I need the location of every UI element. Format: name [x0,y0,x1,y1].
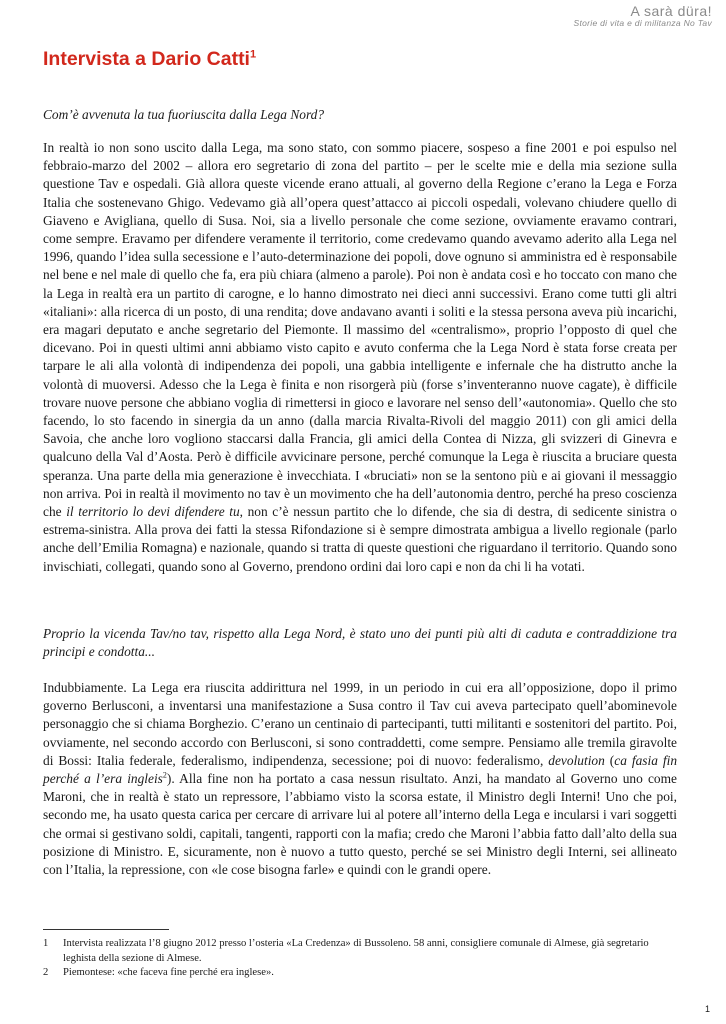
page-title [43,48,256,71]
footnote-text: Intervista realizzata l’8 giugno 2012 presso l’osteria «La Credenza» di Bussoleno. 58 anni, consigliere comunale di Almese, già segretario leghista della sezione di Almese. [63,938,649,964]
answer-1-text-a: In realtà io non sono uscito dalla Lega, ma sono stato, con sommo piacere, sospeso a fine 2001 e poi espulso nel febbraio-marzo del 2002 – allora ero segretario di zona del partito – per le scelte mie e della mia sezione sulla questione Tav e ospedali. Già allora queste vicende erano attuali, al governo della Regione c’erano la Lega e Forza Italia che sostenevano Ghigo. Vedevamo già all’opera quest’attacco ai piccoli ospedali, volevano chiudere quello di Giaveno e Avigliana, quello di Susa. Noi, sia a livello personale che come sezione, ovviamente eravamo contrari, come sempre. Eravamo per difendere veramente il territorio, come credevamo quando avevamo aderito alla Lega nel 1996, quando l’idea sulla secessione e l’auto-determinazione dei popoli, dove ognuno si amministra ed è responsabile nel bene e nel male di quello che fa, era più chiara (almeno a parole). Poi non è andata così e ho toccato con mano che la Lega in realtà era un partito di carogne, e lo hanno dimostrato nei dieci anni successivi. Erano come tutti gli altri «italiani»: alla ricerca di un posto, di una rendita; dove andavano avanti i soliti e la stessa persona aveva più incarichi, era magari deputato e anche segretario del Piemonte. Il massimo del «centralismo», proprio l’opposto di quel che dicevano. Poi in questi ultimi anni abbiamo visto capito e avuto conferma che la Lega Nord è stata forse creata per tarpare le ali alla volontà di indipendenza dei popoli, una gabbia intelligente e infernale che ha distrutto anche la volontà di muoversi. Adesso che la Lega è finita e non risorgerà più (forse s’inventeranno nuove cagate), è difficile trovare nuove persone che abbiano voglia di rimettersi in gioco e lavorare nel senso dell’«autonomia». Quello che sto facendo, lo sto facendo in sinergia da un anno (dalla marcia Rivalta-Rivoli del maggio 2011) con gli amici della Savoia, che anche loro vogliono staccarsi dalla Francia, gli amici della Contea di Nizza, gli svizzeri di Ginevra e qualcuno della Val d’Aosta. Però è difficile avvicinare persone, perché comunque la Lega è riuscita a bruciare questa speranza. Una parte della mia generazione è invecchiata. I «bruciati» non se la sentono più e ai giovani il messaggio non arriva. Poi in realtà il movimento no tav è un movimento che ha dell’autonomia dentro, perché ha preso coscienza che [43,140,677,520]
footnote-1 [43,937,683,966]
answer-2-emphasis-dialect: ca fasia fin perché a l’era ingleis [43,752,678,787]
question-1: Com’è avvenuta la tua fuoriuscita dalla Lega Nord? [43,107,325,122]
footnote-2 [43,966,683,981]
answer-2 [43,679,677,879]
book-subtitle: Storie di vita e di militanza No Tav [573,18,712,28]
answer-1-text-b: , non c’è nessun partito che lo difende, che sia di destra, di sedicente sinistra o estrema-sinistra. Alla prova dei fatti la stessa Rifondazione si è sempre dimostrata ambigua a livello regionale (parlo anche dell’Emilia Romagna) e nazionale, quando si tratta di queste questioni che riguardano il territorio. Quando sono invischiati, collegati, quando sono al Governo, prendono ordini dai loro capi e non da chi li ha votati. [43,504,678,574]
question-2: Proprio la vicenda Tav/no tav, rispetto alla Lega Nord, è stato uno dei punti più alti di caduta e contraddizione tra principi e condotta... [43,626,677,660]
footnote-ref-2: 2 [162,770,167,780]
footnote-ref-1: 1 [249,48,257,61]
answer-2-text-c: ). Alla fine non ha portato a casa nessun risultato. Anzi, ha mandato al Governo uno come Maroni, che in realtà è stato un repressore, l’abbiamo visto la scorsa estate, il Ministro degli Interni! Uno che poi, secondo me, ha usato questa carica per cercare di arrivare lui al potere all’interno della Lega e incularsi i vari soggetti che ormai si gestivano soldi, capitali, tangenti, rapporti con la mafia; credo che Maroni l’abbia fatto dall’alto della sua posizione di Ministro. E, sicuramente, non è nuovo a tutto questo, perché se sei Ministro degli Interni, sei allineato con l’Italia, la repressione, con «le cose bisogna farle» e quindi con le grandi opere. [43,771,677,878]
book-title: A sarà düra! [630,3,712,19]
answer-1-emphasis: il territorio lo devi difendere tu [66,504,240,520]
answer-1 [43,139,677,576]
page-number: 1 [704,1004,710,1014]
footnote-separator [43,929,169,930]
answer-2-text-a: Indubbiamente. La Lega era riuscita addirittura nel 1999, in un periodo in cui era all’opposizione, dopo il primo governo Berlusconi, a inventarsi una manifestazione a Susa contro il Tav cui aveva partecipato quell’abominevole personaggio che si chiama Borghezio. C’erano un centinaio di partecipanti, tutti militanti e sostenitori del partito. Poi, ovviamente, nel secondo accordo con Berlusconi, si sono contraddetti, come sempre. Pensiamo alle tremila giravolte di Bossi: Italia federale, federalismo, indipendenza, secessione; poi di nuovo: federalismo, [43,680,677,768]
footnote-number: 2 [43,967,49,978]
footnotes [43,937,683,981]
answer-2-emphasis-devolution: devolution [548,752,605,768]
page-title-text: Intervista a Dario Catti [43,48,250,70]
footnote-text: Piemontese: «che faceva fine perché era inglese». [63,967,274,978]
footnote-number: 1 [43,938,49,949]
answer-2-text-b: ( [604,752,615,768]
running-header [573,4,712,28]
